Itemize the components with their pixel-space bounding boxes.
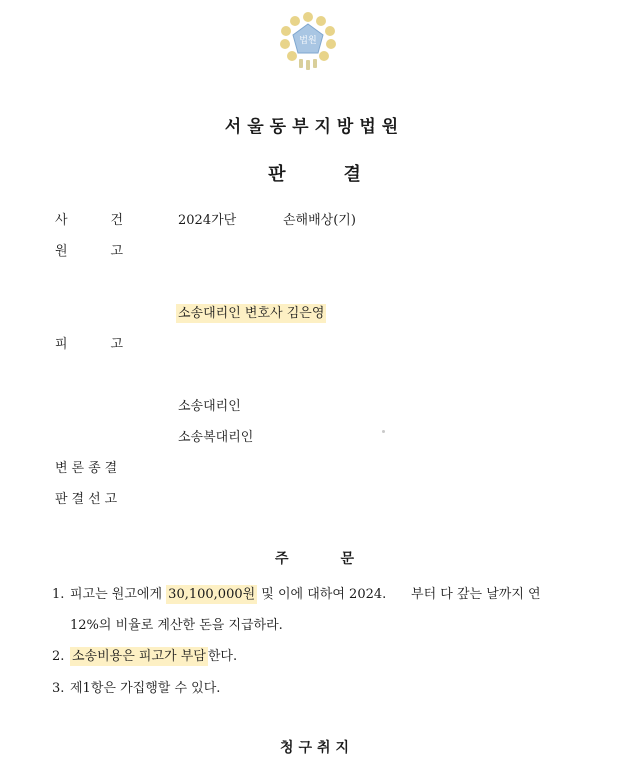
scan-artifact-dot [382, 430, 385, 433]
court-name: 서울동부지방법원 [224, 117, 405, 137]
order-title: 주문 [274, 551, 407, 567]
plaintiff-label-char-1: 원 [55, 244, 68, 259]
plaintiff-counsel-text: 소송대리인 변호사 김은영 [178, 306, 325, 321]
order-item-1-pre: 피고는 원고에게 [70, 587, 167, 602]
order-item-2 [52, 645, 237, 664]
order-item-2-highlight: 소송비용은 피고가 부담 [72, 649, 206, 664]
order-item-1-num: 1. [52, 587, 65, 602]
order-item-3-num: 3. [52, 681, 65, 696]
closing-label: 변론종결 [55, 461, 122, 476]
order-item-2-post: 한다. [207, 649, 238, 664]
order-item-1 [52, 583, 541, 602]
claim-title: 청구취지 [279, 740, 355, 756]
order-item-1-post: 및 이에 대하여 2024. 부터 다 갚는 날까지 연 [257, 587, 541, 602]
document-title: 판결 [268, 164, 419, 185]
defendant-counsel: 소송대리인 [178, 399, 241, 414]
court-seal-icon [277, 10, 339, 72]
order-item-2-num: 2. [52, 649, 65, 664]
defendant-label-char-1: 피 [55, 337, 68, 352]
case-number: 2024가단 [178, 213, 237, 228]
order-item-3-text: 제1항은 가집행할 수 있다. [70, 681, 221, 696]
case-label-char-2: 건 [110, 213, 123, 228]
case-label-char-1: 사 [55, 213, 68, 228]
sentence-label: 판결선고 [55, 492, 122, 507]
order-item-1-continuation: 12%의 비율로 계산한 돈을 지급하라. [70, 618, 283, 633]
case-label [55, 209, 123, 228]
order-item-3 [52, 677, 220, 696]
defendant-label [55, 333, 123, 352]
plaintiff-counsel [176, 302, 326, 321]
plaintiff-label-char-2: 고 [110, 244, 123, 259]
defendant-label-char-2: 고 [110, 337, 123, 352]
plaintiff-label [55, 240, 123, 259]
seal-text: 법원 [299, 36, 317, 46]
case-title: 손해배상(기) [283, 213, 356, 228]
order-item-1-amount: 30,100,000원 [168, 587, 256, 602]
defendant-sub-counsel: 소송복대리인 [178, 430, 254, 445]
